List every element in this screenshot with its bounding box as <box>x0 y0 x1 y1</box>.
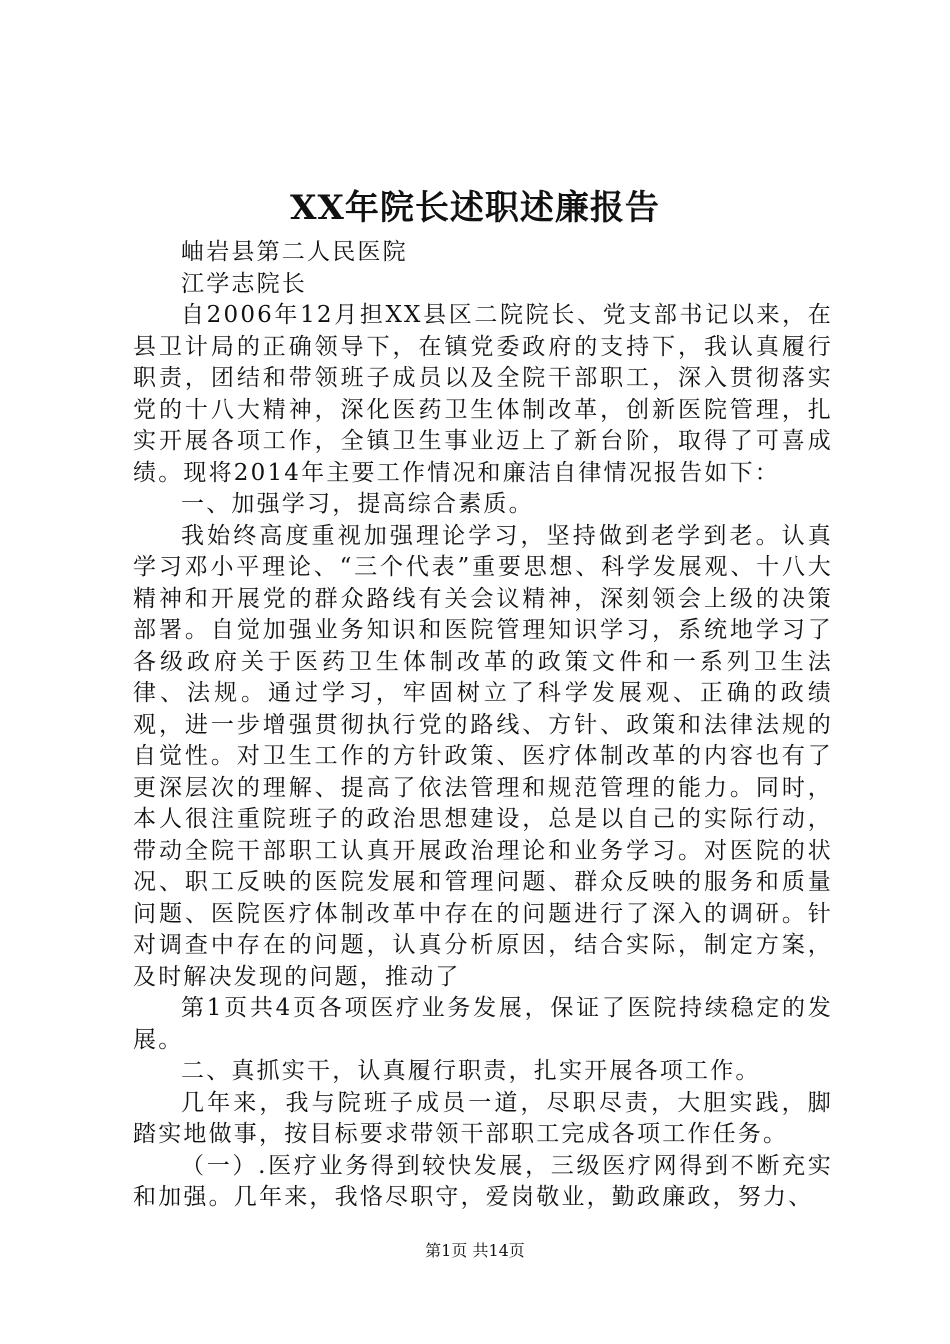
body-paragraph: 我始终高度重视加强理论学习，坚持做到老学到老。认真学习邓小平理论、“三个代表”重要思想、科学发展观、十八大精神和开展党的群众路线有关会议精神，深刻领会上级的决策部署。自觉加强业务知识和医院管理知识学习，系统地学习了各级政府关于医药卫生体制改革的政策文件和一系列卫生法律、法规。通过学习，牢固树立了科学发展观、正确的政绩观，进一步增强贯彻执行党的路线、方针、政策和法律法规的自觉性。对卫生工作的方针政策、医疗体制改革的内容也有了更深层次的理解、提高了依法管理和规范管理的能力。同时，本人很注重院班子的政治思想建设，总是以自己的实际行动，带动全院干部职工认真开展政治理论和业务学习。对医院的状况、职工反映的医院发展和管理问题、群众反映的服务和质量问题、医院医疗体制改革中存在的问题进行了深入的调研。针对调查中存在的问题，认真分析原因，结合实际，制定方案，及时解决发现的问题，推动了 <box>133 522 833 990</box>
body-paragraph: （一）.医疗业务得到较快发展，三级医疗网得到不断充实和加强。几年来，我恪尽职守，爱岗敬业，勤政廉政，努力、 <box>133 1152 833 1210</box>
author-name: 江学志院长 <box>181 270 307 297</box>
document-title: XX年院长述职述廉报告 <box>290 188 660 228</box>
body-paragraph: 几年来，我与院班子成员一道，尽职尽责，大胆实践，脚踏实地做事，按目标要求带领干部职工完成各项工作任务。 <box>133 1089 833 1147</box>
section-heading-1: 一、加强学习，提高综合素质。 <box>181 491 534 517</box>
document-body <box>133 237 833 1214</box>
page-footer: 第1页 共14页 <box>425 1241 525 1260</box>
section-heading-2: 二、真抓实干，认真履行职责，扎实开展各项工作。 <box>181 1058 761 1084</box>
intro-paragraph: 自2006年12月担XX县区二院院长、党支部书记以来，在县卫计局的正确领导下，在镇党委政府的支持下，我认真履行职责，团结和带领班子成员以及全院干部职工，深入贯彻落实党的十八大精神，深化医药卫生体制改革，创新医院管理，扎实开展各项工作，全镇卫生事业迈上了新台阶，取得了可喜成绩。现将2014年主要工作情况和廉洁自律情况报告如下： <box>133 302 833 486</box>
body-paragraph: 第1页共4页各项医疗业务发展，保证了医院持续稳定的发展。 <box>133 995 833 1053</box>
hospital-name: 岫岩县第二人民医院 <box>181 239 408 265</box>
